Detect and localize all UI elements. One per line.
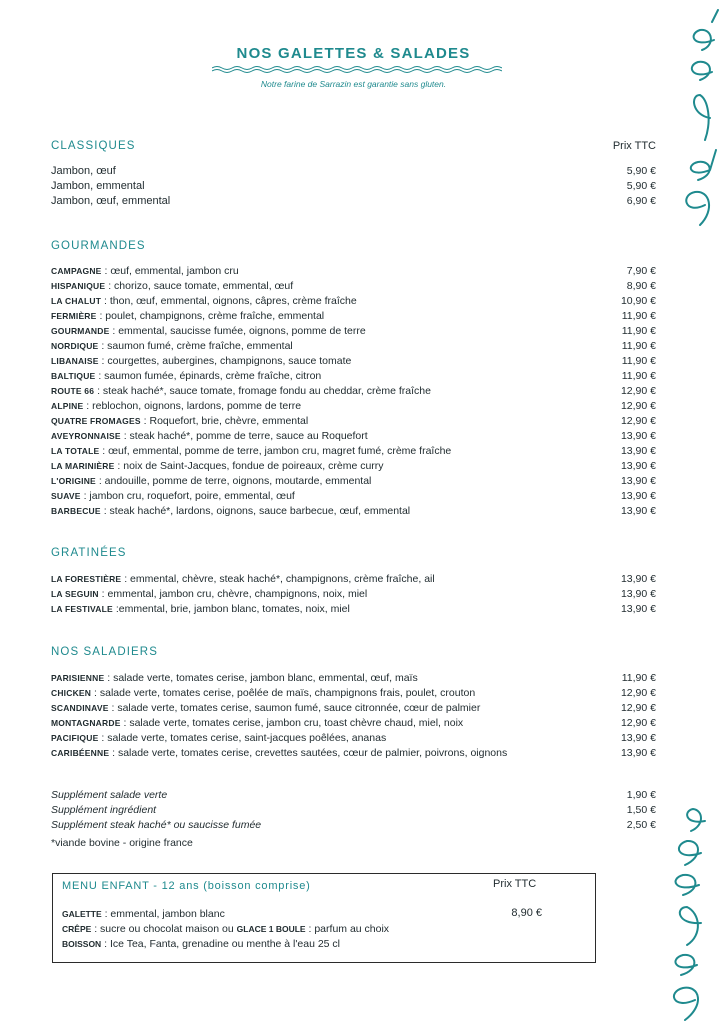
kids-menu-price: 8,90 €	[511, 907, 542, 919]
menu-row-text	[51, 354, 586, 369]
menu-row-text	[51, 369, 586, 384]
price: 13,90 €	[620, 490, 656, 502]
menu-row	[51, 354, 656, 369]
menu-row-text	[51, 294, 586, 309]
menu-row	[51, 264, 656, 279]
menu-row-text	[51, 414, 586, 429]
dish-name: PACIFIQUE	[51, 733, 99, 743]
menu-row	[51, 324, 656, 339]
menu-row	[51, 194, 656, 209]
dish-name: L'ORIGINE	[51, 476, 96, 486]
dish-name: BARBECUE	[51, 506, 101, 516]
dish-description: : emmental, jambon cru, chèvre, champignons, noix, miel	[98, 588, 368, 600]
price: 13,90 €	[620, 445, 656, 457]
menu-row	[51, 746, 656, 776]
menu-row	[51, 686, 656, 701]
dish-name: LA FORESTIÈRE	[51, 574, 122, 584]
dish-name: ALPINE	[51, 401, 84, 411]
dish-description: : courgettes, aubergines, champignons, sauce tomate	[98, 355, 352, 367]
dish-description: : noix de Saint-Jacques, fondue de poireaux, crème curry	[114, 460, 384, 472]
dish-name: LA MARINIÈRE	[51, 461, 115, 471]
menu-row-text	[51, 746, 586, 761]
menu-row-text: Jambon, œuf, emmental	[51, 195, 171, 207]
dish-name: FERMIÈRE	[51, 311, 97, 321]
menu-row	[51, 803, 656, 818]
price-header: Prix TTC	[612, 140, 656, 152]
menu-row	[51, 279, 656, 294]
dish-name: PARISIENNE	[51, 673, 105, 683]
dish-description: : emmental, saucisse fumée, oignons, pomme de terre	[109, 325, 366, 337]
menu-row-text	[51, 489, 586, 504]
dish-description: : œuf, emmental, jambon cru	[101, 265, 239, 277]
dish-description: : saumon fumé, crème fraîche, emmental	[98, 340, 293, 352]
menu-row	[51, 164, 656, 179]
menu-row	[51, 384, 656, 399]
page-title: NOS GALETTES & SALADES	[236, 45, 471, 62]
price: 11,90 €	[621, 370, 656, 382]
script-salade-decoration	[645, 795, 719, 1024]
price: 11,90 €	[621, 672, 656, 684]
dish-description: : andouille, pomme de terre, oignons, moutarde, emmental	[95, 475, 372, 487]
menu-row-text: Jambon, emmental	[51, 180, 145, 192]
price: 8,90 €	[626, 280, 656, 292]
dish-name: BALTIQUE	[51, 371, 96, 381]
menu-row-text	[51, 587, 586, 602]
kids-item-name: CRÊPE	[62, 924, 92, 934]
dish-description: : œuf, emmental, pomme de terre, jambon cru, magret fumé, crème fraîche	[99, 445, 452, 457]
kids-item-name: BOISSON	[62, 939, 102, 949]
price: 1,90 €	[626, 789, 656, 801]
dish-name: ROUTE 66	[51, 386, 95, 396]
dish-name: LA SEGUIN	[51, 589, 99, 599]
kids-item-description: : sucre ou chocolat maison ou	[91, 923, 237, 935]
dish-name: MONTAGNARDE	[51, 718, 121, 728]
kids-menu-line	[62, 907, 582, 922]
dish-description: : chorizo, sauce tomate, emmental, œuf	[105, 280, 294, 292]
supplements-list	[51, 788, 656, 833]
meat-origin-note: *viande bovine - origine france	[51, 837, 193, 849]
menu-row-text	[51, 339, 586, 354]
menu-row-text	[51, 474, 586, 489]
menu-row	[51, 459, 656, 474]
dish-name: LA TOTALE	[51, 446, 100, 456]
menu-row-text	[51, 716, 586, 731]
dish-name: LA CHALUT	[51, 296, 102, 306]
kids-item-description: : emmental, jambon blanc	[101, 908, 225, 920]
dish-description: : salade verte, tomates cerise, jambon cru, toast chèvre chaud, miel, noix	[120, 717, 464, 729]
menu-row	[51, 572, 656, 587]
price: 10,90 €	[620, 295, 656, 307]
menu-row	[51, 489, 656, 504]
price: 2,50 €	[626, 819, 656, 831]
kids-item-name: GLACE 1 BOULE	[236, 924, 306, 934]
menu-row-text	[51, 602, 586, 617]
menu-row-text	[51, 324, 586, 339]
price: 12,90 €	[620, 415, 656, 427]
dish-description: : steak haché*, pomme de terre, sauce au Roquefort	[120, 430, 368, 442]
price: 12,90 €	[620, 400, 656, 412]
dish-name: GOURMANDE	[51, 326, 110, 336]
menu-row-text	[51, 671, 586, 686]
price: 13,90 €	[620, 430, 656, 442]
price: 13,90 €	[620, 732, 656, 744]
menu-row	[51, 818, 656, 833]
price: 5,90 €	[626, 180, 656, 192]
price: 13,90 €	[620, 573, 656, 585]
menu-row-text	[51, 731, 586, 746]
menu-row	[51, 474, 656, 489]
section-title-saladiers: NOS SALADIERS	[51, 646, 158, 658]
menu-row	[51, 504, 656, 519]
dish-description: : Roquefort, brie, chèvre, emmental	[140, 415, 309, 427]
price: 12,90 €	[620, 702, 656, 714]
price: 6,90 €	[626, 195, 656, 207]
dish-description: :emmental, brie, jambon blanc, tomates, noix, miel	[112, 603, 350, 615]
kids-menu-line	[62, 922, 582, 937]
menu-row	[51, 429, 656, 444]
dish-name: SCANDINAVE	[51, 703, 109, 713]
dish-description: : salade verte, tomates cerise, poêlée de maïs, champignons frais, poulet, crouton	[91, 687, 476, 699]
dish-description: : poulet, champignons, crème fraîche, emmental	[96, 310, 325, 322]
dish-name: LIBANAISE	[51, 356, 99, 366]
dish-description: : steak haché*, lardons, oignons, sauce barbecue, œuf, emmental	[100, 505, 411, 517]
dish-description: : steak haché*, sauce tomate, fromage fondu au cheddar, crème fraîche	[94, 385, 431, 397]
price: 12,90 €	[620, 717, 656, 729]
price: 13,90 €	[620, 747, 656, 759]
kids-menu-line	[62, 937, 582, 952]
dish-name: LA FESTIVALE	[51, 604, 113, 614]
menu-row-text	[51, 701, 586, 716]
kids-item-name: GALETTE	[62, 909, 102, 919]
price: 11,90 €	[621, 355, 656, 367]
kids-price-header: Prix TTC	[493, 878, 537, 890]
menu-row-text	[51, 686, 586, 701]
dish-description: : thon, œuf, emmental, oignons, câpres, crème fraîche	[101, 295, 357, 307]
saladiers-list	[51, 671, 656, 776]
dish-description: : salade verte, tomates cerise, jambon blanc, emmental, œuf, maïs	[104, 672, 418, 684]
dish-description: : jambon cru, roquefort, poire, emmental, œuf	[80, 490, 295, 502]
menu-row	[51, 399, 656, 414]
menu-row-text	[51, 504, 586, 519]
price: 11,90 €	[621, 340, 656, 352]
price: 11,90 €	[621, 310, 656, 322]
price: 13,90 €	[620, 603, 656, 615]
dish-name: AVEYRONNAISE	[51, 431, 121, 441]
kids-menu-lines	[62, 907, 582, 952]
wave-divider	[212, 64, 502, 74]
menu-row-text: Jambon, œuf	[51, 165, 116, 177]
menu-row	[51, 788, 656, 803]
menu-row	[51, 339, 656, 354]
price: 11,90 €	[621, 325, 656, 337]
menu-row-text: Supplément ingrédient	[51, 804, 157, 816]
menu-row	[51, 414, 656, 429]
menu-row	[51, 179, 656, 194]
menu-row	[51, 309, 656, 324]
menu-row	[51, 294, 656, 309]
menu-row-text	[51, 444, 586, 459]
dish-description: : salade verte, tomates cerise, saumon fumé, sauce citronnée, cœur de palmier	[108, 702, 481, 714]
dish-description: : saumon fumée, épinards, crème fraîche, citron	[95, 370, 322, 382]
section-title-classiques: CLASSIQUES	[51, 140, 136, 152]
kids-item-description: : parfum au choix	[305, 923, 390, 935]
menu-row-text	[51, 572, 586, 587]
price: 13,90 €	[620, 505, 656, 517]
dish-description: : reblochon, oignons, lardons, pomme de terre	[83, 400, 302, 412]
menu-row	[51, 731, 656, 746]
price: 1,50 €	[626, 804, 656, 816]
kids-menu-box	[52, 873, 596, 963]
kids-menu-title: MENU ENFANT - 12 ans (boisson comprise)	[62, 880, 311, 892]
gourmandes-list	[51, 264, 656, 519]
price: 12,90 €	[620, 385, 656, 397]
price: 7,90 €	[626, 265, 656, 277]
menu-row	[51, 444, 656, 459]
menu-row	[51, 671, 656, 686]
price: 13,90 €	[620, 460, 656, 472]
dish-name: CARIBÉENNE	[51, 748, 110, 758]
menu-row	[51, 701, 656, 716]
menu-row-text	[51, 429, 586, 444]
menu-row	[51, 369, 656, 384]
menu-row-text	[51, 399, 586, 414]
menu-row-text	[51, 384, 586, 399]
menu-row-text	[51, 264, 586, 279]
dish-name: CAMPAGNE	[51, 266, 102, 276]
dish-name: SUAVE	[51, 491, 81, 501]
dish-name: QUATRE FROMAGES	[51, 416, 141, 426]
dish-name: CHICKEN	[51, 688, 92, 698]
menu-row-text	[51, 279, 586, 294]
menu-row	[51, 602, 656, 617]
dish-description: : emmental, chèvre, steak haché*, champignons, crème fraîche, ail	[121, 573, 435, 585]
kids-item-description: : Ice Tea, Fanta, grenadine ou menthe à l'eau 25 cl	[101, 938, 341, 950]
price: 12,90 €	[620, 687, 656, 699]
dish-description: : salade verte, tomates cerise, saint-jacques poêlées, ananas	[98, 732, 387, 744]
dish-description: : salade verte, tomates cerise, crevettes sautées, cœur de palmier, poivrons, oignons	[109, 747, 508, 759]
menu-row	[51, 716, 656, 731]
menu-row-text: Supplément steak haché* ou saucisse fumée	[51, 819, 262, 831]
menu-row-text	[51, 459, 586, 474]
price: 5,90 €	[626, 165, 656, 177]
gratinees-list	[51, 572, 656, 617]
menu-row-text: Supplément salade verte	[51, 789, 168, 801]
script-salee-decoration	[660, 0, 719, 235]
menu-row-text	[51, 309, 586, 324]
dish-name: NORDIQUE	[51, 341, 99, 351]
section-title-gratinees: GRATINÉES	[51, 547, 127, 559]
price: 13,90 €	[620, 475, 656, 487]
dish-name: HISPANIQUE	[51, 281, 106, 291]
classiques-list	[51, 164, 656, 209]
gluten-note: Notre farine de Sarrazin est garantie sans gluten.	[260, 79, 447, 89]
price: 13,90 €	[620, 588, 656, 600]
menu-row	[51, 587, 656, 602]
section-title-gourmandes: GOURMANDES	[51, 240, 146, 252]
